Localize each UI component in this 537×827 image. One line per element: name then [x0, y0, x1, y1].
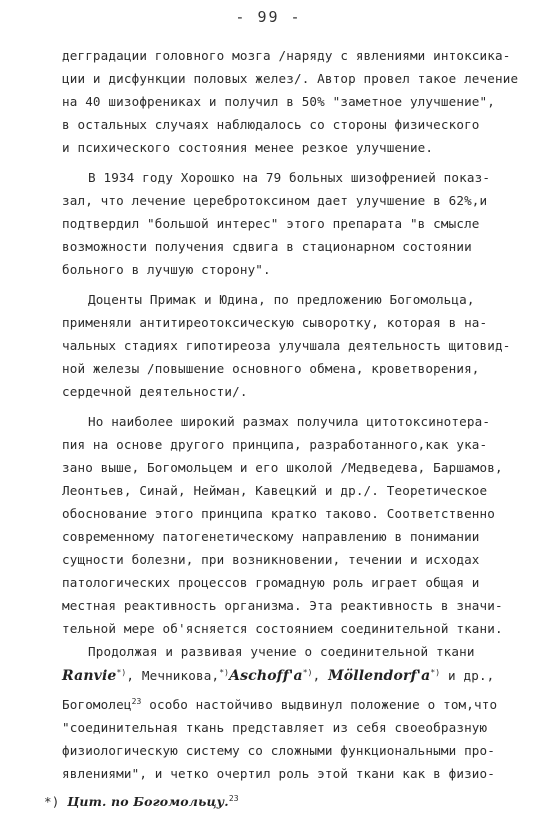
text-line: возможности получения сдвига в стационарном состоянии	[62, 239, 472, 254]
text-line: местная реактивность организма. Эта реактивность в значи-	[62, 598, 503, 613]
text-fragment: и др.,	[440, 668, 495, 683]
text-line: и психического состояния менее резкое улучшение.	[62, 140, 434, 155]
text-line: больного в лучшую сторону".	[62, 262, 271, 277]
footnote-marker: *)	[116, 667, 127, 677]
text-line: подтвердил "большой интерес" этого препарата "в смысле	[62, 216, 480, 231]
text-line: ной железы /повышение основного обмена, кроветворения,	[62, 361, 480, 376]
text-fragment: ,	[312, 668, 321, 683]
text-fragment: ,	[126, 668, 135, 683]
text-line: в остальных случаях наблюдалось со стороны физического	[62, 117, 480, 132]
text-line: обоснование этого принципа кратко таково. Соответственно	[62, 506, 495, 521]
citation-number: 23	[131, 696, 142, 706]
text-line: современному патогенетическому направлению в понимании	[62, 529, 480, 544]
page-number: - 99 -	[235, 8, 302, 26]
text-line	[62, 697, 497, 712]
text-line: пия на основе другого принципа, разработанного,как ука-	[62, 437, 488, 452]
footnote	[44, 794, 239, 809]
text-line: дегградации головного мозга /наряду с явлениями интоксика-	[62, 48, 511, 63]
text-line: В 1934 году Хорошко на 79 больных шизофренией показ-	[88, 170, 491, 185]
text-line: ции и дисфункции половых желез/. Автор провел такое лечение	[62, 71, 519, 86]
footnote-marker: *)	[302, 667, 313, 677]
text-line: на 40 шизофрениках и получил в 50% "заметное улучшение",	[62, 94, 495, 109]
handwritten-name: Ranvie	[62, 668, 117, 684]
footnote-marker: *)	[430, 667, 441, 677]
text-fragment: особо настойчиво выдвинул положение о том,что	[141, 697, 498, 712]
text-line: патологических процессов громадную роль играет общая и	[62, 575, 480, 590]
text-line: применяли антитиреотоксическую сыворотку, которая в на-	[62, 315, 488, 330]
text-line: "соединительная ткань представляет из себя своеобразную	[62, 720, 488, 735]
text-line: Продолжая и развивая учение о соединительной ткани	[88, 644, 475, 659]
text-line: Но наиболее широкий размах получила цитотоксинотера-	[88, 414, 491, 429]
text-fragment: Богомолец	[62, 697, 132, 712]
text-line: тельной мере об'ясняется состоянием соединительной ткани.	[62, 621, 503, 636]
footnote-text: Цит. по Богомольцу.	[67, 794, 229, 809]
handwritten-name: Aschoff'a	[229, 668, 303, 684]
text-fragment: Мечникова,	[134, 668, 220, 683]
text-line: зано выше, Богомольцем и его школой /Медведева, Баршамов,	[62, 460, 503, 475]
text-line: явлениями", и четко очертил роль этой ткани как в физио-	[62, 766, 495, 781]
text-line: чальных стадиях гипотиреоза улучшала деятельность щитовид-	[62, 338, 511, 353]
text-line: физиологическую систему со сложными функциональными про-	[62, 743, 495, 758]
text-line: зал, что лечение церебротоксином дает улучшение в 62%,и	[62, 193, 488, 208]
text-line-handwritten-names	[62, 668, 494, 684]
text-line: сущности болезни, при возникновении, течении и исходах	[62, 552, 480, 567]
citation-number: 23	[228, 793, 239, 803]
handwritten-name: Möllendorf'a	[328, 668, 431, 684]
text-line: сердечной деятельности/.	[62, 384, 248, 399]
text-line: Доценты Примак и Юдина, по предложению Богомольца,	[88, 292, 475, 307]
footnote-marker: *)	[219, 667, 230, 677]
footnote-marker: *)	[44, 794, 60, 809]
text-line: Леонтьев, Синай, Нейман, Кавецкий и др./. Теоретическое	[62, 483, 488, 498]
